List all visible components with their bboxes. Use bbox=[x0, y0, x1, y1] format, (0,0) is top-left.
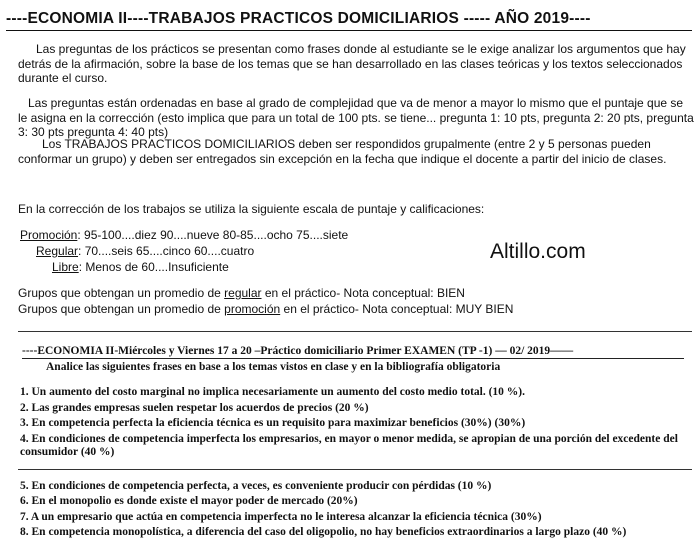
intro-paragraph-2: Las preguntas están ordenadas en base al grado de complejidad que va de menor a mayor lo mismo que el puntaje que se le asigna en la corrección (esto implica que para un total de 100 pts. se tiene... pregunta 1: 10 pts, pregunta 2: 20 pts, pregunta 3: 30 pts pregunta 4: 40 pts) bbox=[18, 96, 694, 139]
scale-row-libre bbox=[52, 260, 229, 274]
exam-question-6: 6. En el monopolio es donde existe el mayor poder de mercado (20%) bbox=[20, 495, 358, 507]
exam-question-2: 2. Las grandes empresas suelen respetar los acuerdos de precios (20 %) bbox=[20, 402, 369, 414]
exam-question-8: 8. En competencia monopolística, a diferencia del caso del oligopolio, no hay beneficios extraordinarios a largo plazo (40 %) bbox=[20, 526, 627, 538]
question-set-divider bbox=[18, 469, 692, 470]
scale-label-regular: Regular bbox=[36, 244, 79, 258]
grupos-line-promocion-term: promoción bbox=[224, 302, 281, 316]
scale-values-libre: : Menos de 60....Insuficiente bbox=[78, 260, 229, 274]
document-header: ----ECONOMIA II----TRABAJOS PRACTICOS DOMICILIARIOS ----- AÑO 2019---- bbox=[6, 10, 692, 31]
section-divider bbox=[18, 331, 692, 332]
scale-values-promocion: : 95-100....diez 90....nueve 80-85....ocho 75....siete bbox=[77, 228, 349, 242]
exam-question-4: 4. En condiciones de competencia imperfecta los empresarios, en mayor o menor medida, se apropian de una porción del excedente del consumidor (40 %) bbox=[20, 433, 678, 458]
exam-question-3: 3. En competencia perfecta la eficiencia técnica es un requisito para maximizar beneficios (30%) (30%) bbox=[20, 417, 526, 429]
grupos-line-promocion bbox=[18, 302, 513, 316]
exam-instructions: Analice las siguientes frases en base a los temas vistos en clase y en la bibliografía obligatoria bbox=[46, 361, 501, 373]
grupos-line-regular-term: regular bbox=[224, 286, 262, 300]
grading-scale-intro: En la corrección de los trabajos se utiliza la siguiente escala de puntaje y calificaciones: bbox=[18, 202, 485, 216]
exam-question-1: 1. Un aumento del costo marginal no implica necesariamente un aumento del costo medio total. (10 %). bbox=[20, 386, 526, 398]
grupos-line-regular-b: en el práctico- Nota conceptual: BIEN bbox=[261, 286, 465, 300]
grupos-line-regular bbox=[18, 286, 465, 300]
grupos-line-promocion-a: Grupos que obtengan un promedio de bbox=[18, 302, 225, 316]
scale-row-regular bbox=[36, 244, 254, 258]
grupos-line-promocion-b: en el práctico- Nota conceptual: MUY BIEN bbox=[280, 302, 514, 316]
exam-title: ----ECONOMIA II-Miércoles y Viernes 17 a 20 –Práctico domiciliario Primer EXAMEN (TP -1) — 02/ 2019—— bbox=[22, 345, 684, 359]
scale-label-promocion: Promoción bbox=[20, 228, 78, 242]
scale-values-regular: : 70....seis 65....cinco 60....cuatro bbox=[78, 244, 255, 258]
intro-paragraph-3: Los TRABAJOS PRACTICOS DOMICILIARIOS deben ser respondidos grupalmente (entre 2 y 5 personas pueden conformar un grupo) y deben ser entregados sin excepción en la fecha que indique el docente a partir del inicio de clases. bbox=[18, 137, 667, 166]
scale-label-libre: Libre bbox=[52, 260, 79, 274]
altillo-watermark: Altillo.com bbox=[490, 240, 586, 263]
exam-question-5: 5. En condiciones de competencia perfecta, a veces, es conveniente producir con pérdidas (10 %) bbox=[20, 480, 492, 492]
exam-question-7: 7. A un empresario que actúa en competencia imperfecta no le interesa alcanzar la eficiencia técnica (30%) bbox=[20, 511, 542, 523]
intro-paragraph-1: Las preguntas de los prácticos se presentan como frases donde al estudiante se le exige analizar los argumentos que hay detrás de la afirmación, sobre la base de los temas que se han desarrollado en las clases teóricas y los textos seleccionados durante el curso. bbox=[18, 42, 686, 85]
grupos-line-regular-a: Grupos que obtengan un promedio de bbox=[18, 286, 225, 300]
scale-row-promocion bbox=[20, 228, 348, 242]
